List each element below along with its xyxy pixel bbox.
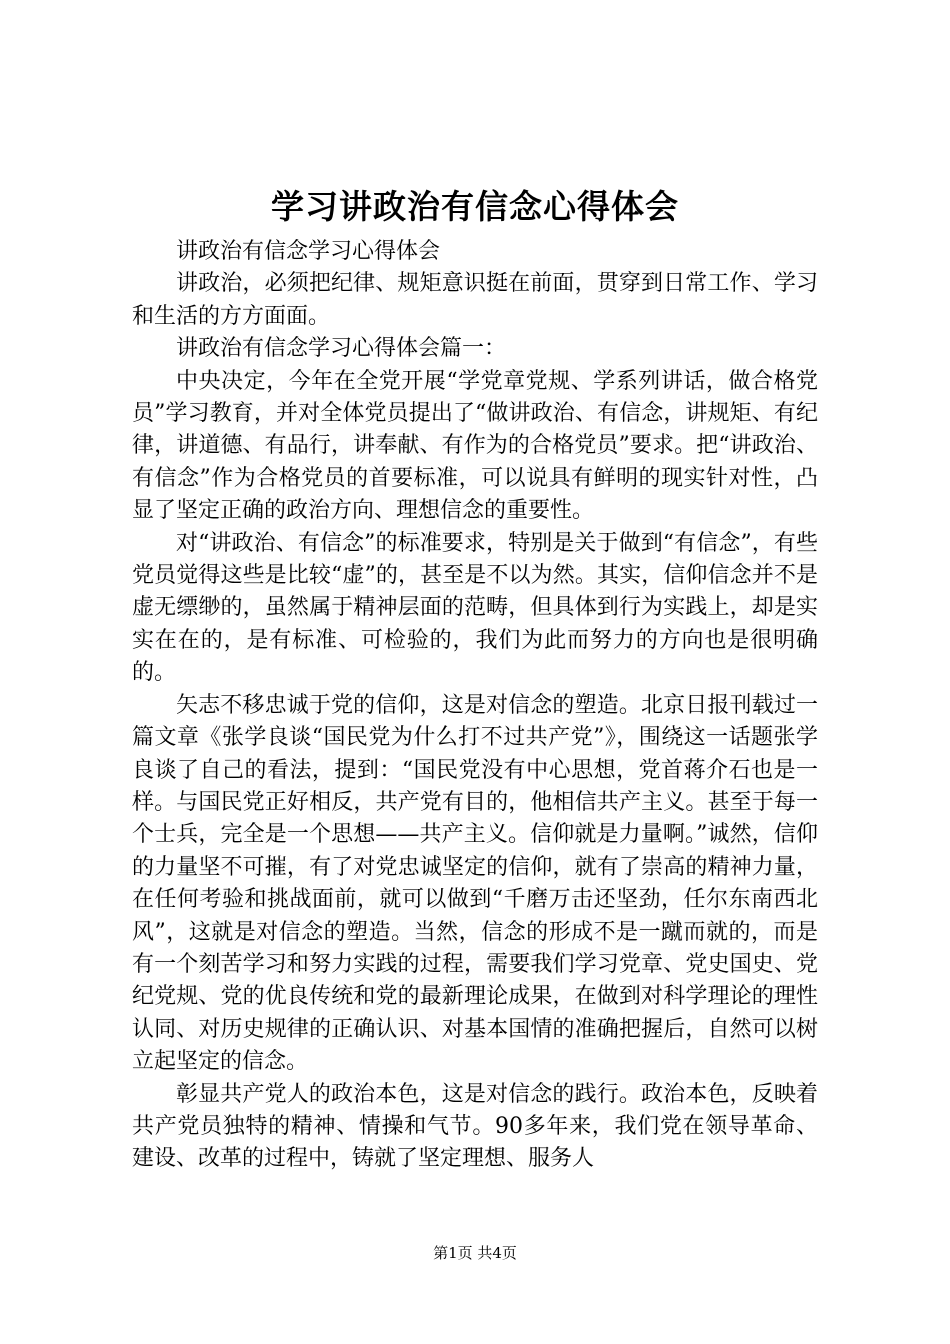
paragraph: 讲政治，必须把纪律、规矩意识挺在前面，贯穿到日常工作、学习和生活的方方面面。: [132, 271, 818, 329]
paragraph: 彰显共产党人的政治本色，这是对信念的践行。政治本色，反映着共产党员独特的精神、情操和气节。90多年来，我们党在领导革命、建设、改革的过程中，铸就了坚定理想、服务人: [132, 1081, 818, 1172]
paragraph: 矢志不移忠诚于党的信仰，这是对信念的塑造。北京日报刊载过一篇文章《张学良谈“国民党为什么打不过共产党”》，围绕这一话题张学良谈了自己的看法，提到：“国民党没有中心思想，党首蒋介石也是一样。与国民党正好相反，共产党有目的，他相信共产主义。甚至于每一个士兵，完全是一个思想——共产主义。信仰就是力量啊。”诚然，信仰的力量坚不可摧，有了对党忠诚坚定的信仰，就有了崇高的精神力量，在任何考验和挑战面前，就可以做到“千磨万击还坚劲，任尔东南西北风”，这就是对信念的塑造。当然，信念的形成不是一蹴而就的，而是有一个刻苦学习和努力实践的过程，需要我们学习党章、党史国史、党纪党规、党的优良传统和党的最新理论成果，在做到对科学理论的理性认同、对历史规律的正确认识、对基本国情的准确把握后，自然可以树立起坚定的信念。: [132, 692, 818, 1075]
paragraph-heading: 讲政治有信念学习心得体会: [176, 239, 441, 264]
paragraph: 对“讲政治、有信念”的标准要求，特别是关于做到“有信念”，有些党员觉得这些是比较“虚”的，甚至是不以为然。其实，信仰信念并不是虚无缥缈的，虽然属于精神层面的范畴，但具体到行为实践上，却是实实在在的，是有标准、可检验的，我们为此而努力的方向也是很明确的。: [132, 530, 818, 686]
page-footer: 第1页 共4页: [433, 1244, 517, 1262]
paragraph-section-heading: 讲政治有信念学习心得体会篇一：: [176, 336, 507, 362]
document-title: 学习讲政治有信念心得体会: [271, 187, 679, 226]
document-body: [132, 236, 818, 1176]
paragraph: 中央决定，今年在全党开展“学党章党规、学系列讲话，做合格党员”学习教育，并对全体党员提出了“做讲政治、有信念，讲规矩、有纪律，讲道德、有品行，讲奉献、有作为的合格党员”要求。把“讲政治、有信念”作为合格党员的首要标准，可以说具有鲜明的现实针对性，凸显了坚定正确的政治方向、理想信念的重要性。: [132, 368, 818, 524]
